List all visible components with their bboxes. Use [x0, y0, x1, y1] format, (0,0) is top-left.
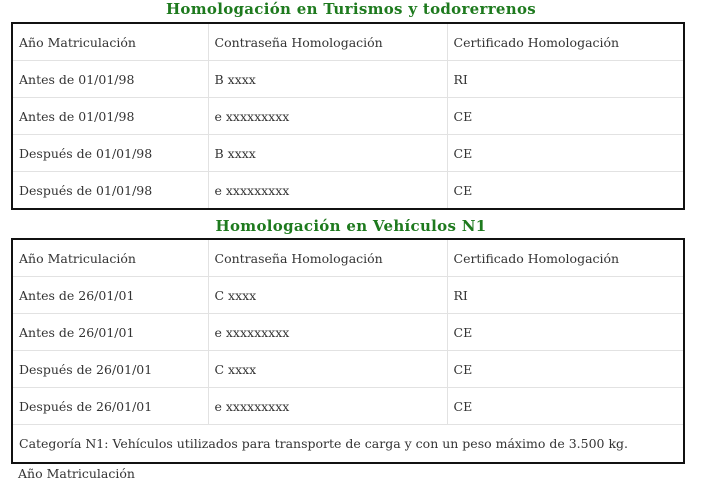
table-cell: e xxxxxxxxx — [208, 388, 447, 425]
table-row — [12, 135, 684, 172]
table-cell: CE — [447, 314, 684, 351]
table-row — [12, 351, 684, 388]
table-row — [12, 388, 684, 425]
table-cell: Antes de 26/01/01 — [12, 314, 208, 351]
table-cell: CE — [453, 182, 473, 198]
header-cell: Año Matriculación — [12, 239, 208, 277]
table-row — [12, 172, 684, 210]
table-header-row — [12, 23, 684, 61]
table-cell: CE — [447, 351, 684, 388]
table-cell: CE — [447, 388, 684, 425]
table-note-row — [12, 425, 684, 464]
table-cell: CE — [447, 98, 684, 135]
table-cell: e xxxxxxxxx — [208, 314, 447, 351]
table-cell: e xxxxxxxxx — [208, 172, 447, 210]
table-cell: Después de 01/01/98 — [12, 172, 208, 210]
cut-off-text: Año Matriculación — [18, 466, 135, 481]
table-cell: Después de 26/01/01 — [12, 351, 208, 388]
table-cell: RI — [447, 277, 684, 314]
table-row — [12, 314, 684, 351]
table-cell: Antes de 26/01/01 — [12, 277, 208, 314]
table-cell: CE — [447, 135, 684, 172]
table-row — [12, 277, 684, 314]
table-cell: C xxxx — [208, 277, 447, 314]
category-note: Categoría N1: Vehículos utilizados para transporte de carga y con un peso máximo de 3.500 kg. — [19, 436, 629, 451]
header-cell: Certificado Homologación — [447, 23, 684, 61]
table-cell: Antes de 01/01/98 — [12, 61, 208, 98]
header-cell: Contraseña Homologación — [208, 239, 447, 277]
table-cell: Después de 26/01/01 — [12, 388, 208, 425]
table-cell: e xxxxxxxxx — [208, 98, 447, 135]
header-cell: Certificado Homologación — [447, 239, 684, 277]
table-row — [12, 98, 684, 135]
table-cell: Antes de 01/01/98 — [12, 98, 208, 135]
table-cell: Después de 01/01/98 — [12, 135, 208, 172]
table1-title: Homologación en Turismos y todorerrenos — [165, 0, 537, 18]
table2 — [11, 238, 685, 464]
header-cell: Contraseña Homologación — [208, 23, 447, 61]
table-row — [12, 61, 684, 98]
table2-title: Homologación en Vehículos N1 — [215, 217, 487, 235]
table-cell: C xxxx — [208, 351, 447, 388]
table1 — [11, 22, 685, 210]
table-cell: B xxxx — [208, 61, 447, 98]
header-cell: Año Matriculación — [12, 23, 208, 61]
table-cell: B xxxx — [208, 135, 447, 172]
table-header-row — [12, 239, 684, 277]
table-cell: RI — [447, 61, 684, 98]
